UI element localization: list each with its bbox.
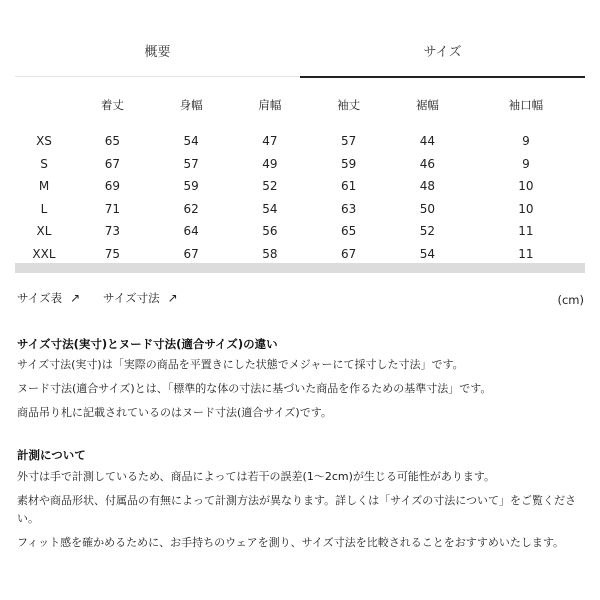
table-cell: 73 [104,224,121,239]
tab-size[interactable]: サイズ [300,34,585,78]
table-cell: 49 [262,156,278,171]
arrow-up-right-icon: ↗ [70,291,81,305]
size-measure-link-label: サイズ寸法 [103,291,160,305]
table-row [15,220,585,243]
table-cell: 69 [104,179,121,194]
table-header-row [15,90,585,120]
table-cell: 64 [183,224,199,239]
table-cell: 48 [419,179,436,194]
table-row [15,198,585,221]
size-label: XL [36,224,52,239]
paragraph-line: 外寸は手で計測しているため、商品によっては若干の誤差(1〜2cm)が生じる可能性があります。 [17,470,496,483]
table-row [15,153,585,176]
tab-overview[interactable]: 概要 [15,34,300,77]
size-label: XS [36,134,52,149]
header-cell: 着丈 [100,98,124,112]
table-cell: 56 [262,224,278,239]
table-cell: 10 [518,201,534,216]
size-label: S [40,156,48,171]
table-cell: 54 [262,201,278,216]
table-cell: 10 [518,179,534,194]
table-cell: 54 [419,246,436,261]
paragraph-line: 素材や商品形状、付属品の有無によって計測方法が異なります。詳しくは「サイズの寸法について」をご覧ください。 [17,494,577,525]
table-cell: 9 [522,134,530,149]
table-cell: 52 [419,224,436,239]
table-cell: 63 [341,201,357,216]
header-cell: 袖口幅 [508,98,544,112]
table-cell: 59 [341,156,357,171]
paragraph-line: サイズ寸法(実寸)は「実際の商品を平置きにした状態でメジャーにて採寸した寸法」です。 [17,358,464,371]
table-cell: 46 [419,156,436,171]
size-measure-link[interactable] [103,290,178,306]
table-spacer [15,120,585,130]
table-cell: 65 [341,224,357,239]
section-title-measurement: 計測について [17,448,86,462]
table-cell: 54 [183,134,199,149]
table-cell: 67 [341,246,357,261]
table-cell: 50 [419,201,436,216]
size-chart-link[interactable] [17,290,80,306]
table-cell: 52 [262,179,278,194]
table-cell: 59 [183,179,199,194]
table-cell: 44 [419,134,436,149]
header-corner [15,90,73,120]
header-cell: 袖丈 [337,98,361,112]
table-cell: 65 [104,134,121,149]
table-row [15,130,585,153]
table-cell: 11 [518,224,534,239]
table-cell: 9 [522,156,530,171]
table-row [15,243,585,266]
paragraph-line: 商品吊り札に記載されているのはヌード寸法(適合サイズ)です。 [17,406,332,419]
table-cell: 67 [183,246,199,261]
table-cell: 58 [262,246,278,261]
section-title-size-difference: サイズ寸法(実寸)とヌード寸法(適合サイズ)の違い [17,337,278,351]
size-table [15,90,585,265]
size-label: L [40,201,48,216]
header-cell: 肩幅 [258,98,282,112]
table-cell: 71 [104,201,121,216]
paragraph-line: フィット感を確かめるために、お手持ちのウェアを測り、サイズ寸法を比較されることをおすすめいたします。 [17,536,565,549]
unit-label: (cm) [557,293,584,307]
tab-bar [15,34,585,76]
table-cell: 47 [262,134,278,149]
size-label: M [38,179,50,194]
table-cell: 11 [518,246,534,261]
arrow-up-right-icon: ↗ [167,291,178,305]
size-chart-link-label: サイズ表 [17,291,63,305]
table-cell: 67 [104,156,121,171]
table-cell: 75 [104,246,121,261]
table-cell: 61 [341,179,357,194]
header-cell: 裾幅 [415,98,439,112]
table-cell: 57 [183,156,199,171]
table-cell: 62 [183,201,199,216]
paragraph-line: ヌード寸法(適合サイズ)とは、「標準的な体の寸法に基づいた商品を作るための基準寸法」です。 [17,382,492,395]
table-row [15,175,585,198]
header-cell: 身幅 [179,98,203,112]
size-label: XXL [32,246,56,261]
table-horizontal-scrollbar[interactable] [15,263,585,273]
table-cell: 57 [341,134,357,149]
